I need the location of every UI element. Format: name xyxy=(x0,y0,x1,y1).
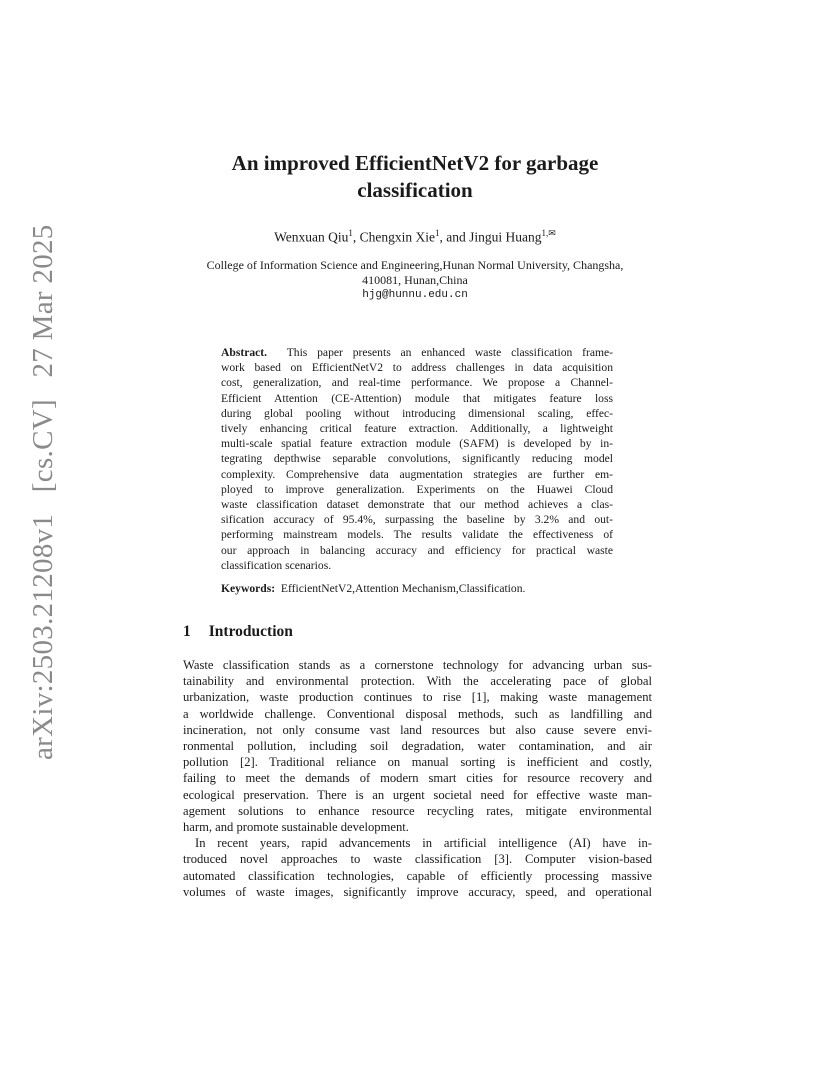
body-line: tainability and environmental protection. With the accelerating pace of global xyxy=(183,674,652,689)
keywords-label: Keywords: xyxy=(221,582,276,595)
keywords-text: EfficientNetV2,Attention Mechanism,Classification. xyxy=(280,582,526,595)
arxiv-category: [cs.CV] xyxy=(27,399,59,493)
body-line: agement solutions to enhance resource recycling rates, mitigate environmental xyxy=(183,803,652,818)
abstract-line: multi-scale spatial feature extraction module (SAFM) is developed by in- xyxy=(221,437,613,451)
section-title: Introduction xyxy=(208,623,293,640)
body-line: Waste classification stands as a cornerstone technology for advancing urban sus- xyxy=(183,658,652,672)
author-name: Chengxin Xie xyxy=(359,229,436,245)
author-name: Wenxuan Qiu xyxy=(274,229,349,245)
abstract-line: tegrating depthwise separable convolutions, significantly reducing model xyxy=(221,452,613,466)
author-separator: , xyxy=(352,229,360,245)
arxiv-identifier-stamp xyxy=(27,210,60,760)
abstract-line: classification scenarios. xyxy=(221,558,332,572)
author-affiliation-mark: 1 xyxy=(348,228,353,238)
body-line: troduced novel approaches to waste classification [3]. Computer vision-based xyxy=(183,852,652,867)
abstract-line: sification accuracy of 95.4%, surpassing the baseline by 3.2% and out- xyxy=(221,513,613,527)
abstract-line: our approach in balancing accuracy and efficiency for practical waste xyxy=(221,543,613,557)
abstract-line: complexity. Comprehensive data augmentation strategies are further em- xyxy=(221,467,613,481)
arxiv-date: 27 Mar 2025 xyxy=(27,224,59,378)
body-line: volumes of waste images, significantly improve accuracy, speed, and operational xyxy=(183,884,652,899)
affiliation-line-1: College of Information Science and Engineering,Hunan Normal University, Changsha, xyxy=(206,258,624,272)
body-line: ronmental pollution, including soil degradation, water contamination, and air xyxy=(183,739,652,754)
abstract-line: ployed to improve generalization. Experiments on the Huawei Cloud xyxy=(221,482,613,496)
abstract-line: performing mainstream models. The results validate the effectiveness of xyxy=(221,528,613,542)
contact-email[interactable]: hjg@hunnu.edu.cn xyxy=(362,289,468,301)
title-line-1: An improved EfficientNetV2 for garbage xyxy=(231,151,599,175)
abstract-line: cost, generalization, and real-time performance. We propose a Channel- xyxy=(221,376,613,390)
body-line: failing to meet the demands of modern smart cities for resource recovery and xyxy=(183,771,652,786)
affiliation-line-2: 410081, Hunan,China xyxy=(362,273,468,287)
arxiv-id: arXiv:2503.21208v1 xyxy=(27,513,59,760)
abstract-label: Abstract. xyxy=(221,346,268,359)
paper-title xyxy=(180,150,650,204)
author-affiliation-mark: 1 xyxy=(435,228,440,238)
body-line: pollution [2]. Traditional reliance on manual sorting is inefficient and costly, xyxy=(183,755,652,770)
keywords xyxy=(221,582,613,595)
abstract-line: work based on EfficientNetV2 to address challenges in data acquisition xyxy=(221,361,613,375)
affiliation xyxy=(160,258,670,303)
body-line: In recent years, rapid advancements in artificial intelligence (AI) have in- xyxy=(195,836,652,851)
body-line: harm, and promote sustainable development. xyxy=(183,820,409,835)
body-line: ecological preservation. There is an urgent societal need for effective waste man- xyxy=(183,787,652,802)
section-number: 1 xyxy=(183,623,191,640)
author-separator: , and xyxy=(439,229,470,245)
abstract-line: tively enhancing critical feature extraction. Additionally, a lightweight xyxy=(221,422,613,436)
abstract-line: waste classification dataset demonstrate that our method achieves a clas- xyxy=(221,498,613,512)
introduction-body xyxy=(183,657,652,900)
corresponding-author-mark: 1,✉ xyxy=(541,228,556,238)
body-line: urbanization, waste production continues to rise [1], making waste management xyxy=(183,690,652,705)
body-line: automated classification technologies, capable of efficiently processing massive xyxy=(183,868,652,883)
abstract-line: during global pooling without introducing dimensional scaling, effec- xyxy=(221,406,613,420)
section-heading-introduction xyxy=(183,623,293,641)
title-line-2: classification xyxy=(357,178,473,202)
author-name: Jingui Huang xyxy=(469,229,542,245)
abstract-line: Efficient Attention (CE-Attention) module that mitigates feature loss xyxy=(221,391,613,405)
body-line: a worldwide challenge. Conventional disposal methods, such as landfilling and xyxy=(183,706,652,721)
abstract xyxy=(221,345,613,573)
author-list xyxy=(180,228,650,246)
body-line: incineration, not only consume vast land resources but also cause severe envi- xyxy=(183,722,652,737)
abstract-line: Abstract. This paper presents an enhanced waste classification frame- xyxy=(221,346,614,359)
